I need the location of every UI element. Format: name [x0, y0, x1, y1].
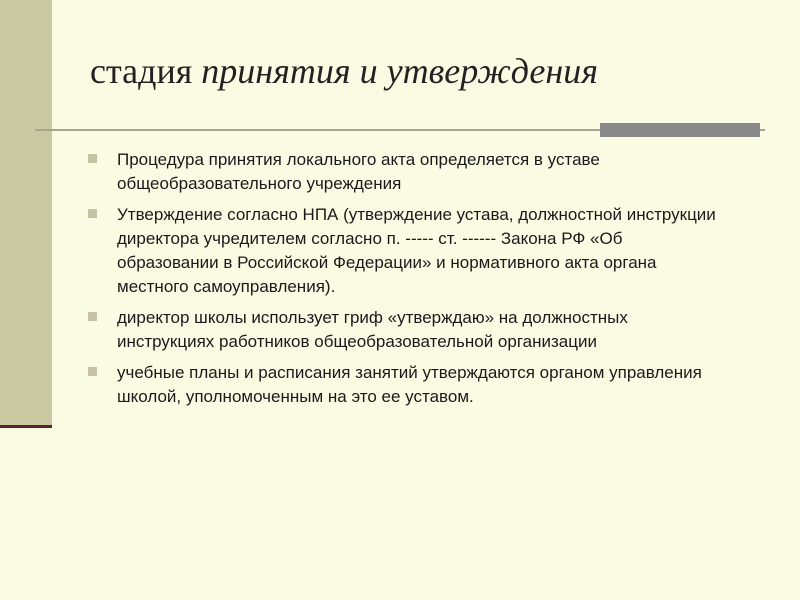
side-decor-bar — [0, 0, 52, 425]
slide-title-prefix: стадия — [90, 51, 202, 91]
divider-accent-block — [600, 123, 760, 137]
slide-title-italic: принятия и утверждения — [201, 51, 599, 91]
bullet-item — [88, 148, 768, 196]
square-bullet-icon — [88, 367, 97, 376]
bullet-item — [88, 306, 768, 354]
square-bullet-icon — [88, 312, 97, 321]
square-bullet-icon — [88, 209, 97, 218]
bullet-text: учебные планы и расписания занятий утверждаются органом управления школой, уполномоченным на это ее уставом. — [117, 363, 702, 406]
bullet-text: Процедура принятия локального акта определяется в уставе общеобразовательного учреждения — [117, 150, 600, 193]
bullet-list — [88, 148, 768, 416]
side-decor-line — [0, 425, 52, 428]
slide-title — [90, 50, 780, 92]
bullet-text: Утверждение согласно НПА (утверждение устава, должностной инструкции директора учредителем согласно п. ----- ст. ------ Закона РФ «Об образовании в Российской Федерации» и нормативного акта органа местного самоуправления). — [117, 205, 716, 296]
bullet-item — [88, 361, 768, 409]
square-bullet-icon — [88, 154, 97, 163]
bullet-item — [88, 203, 768, 299]
bullet-text: директор школы использует гриф «утверждаю» на должностных инструкциях работников общеобразовательной организации — [117, 308, 628, 351]
